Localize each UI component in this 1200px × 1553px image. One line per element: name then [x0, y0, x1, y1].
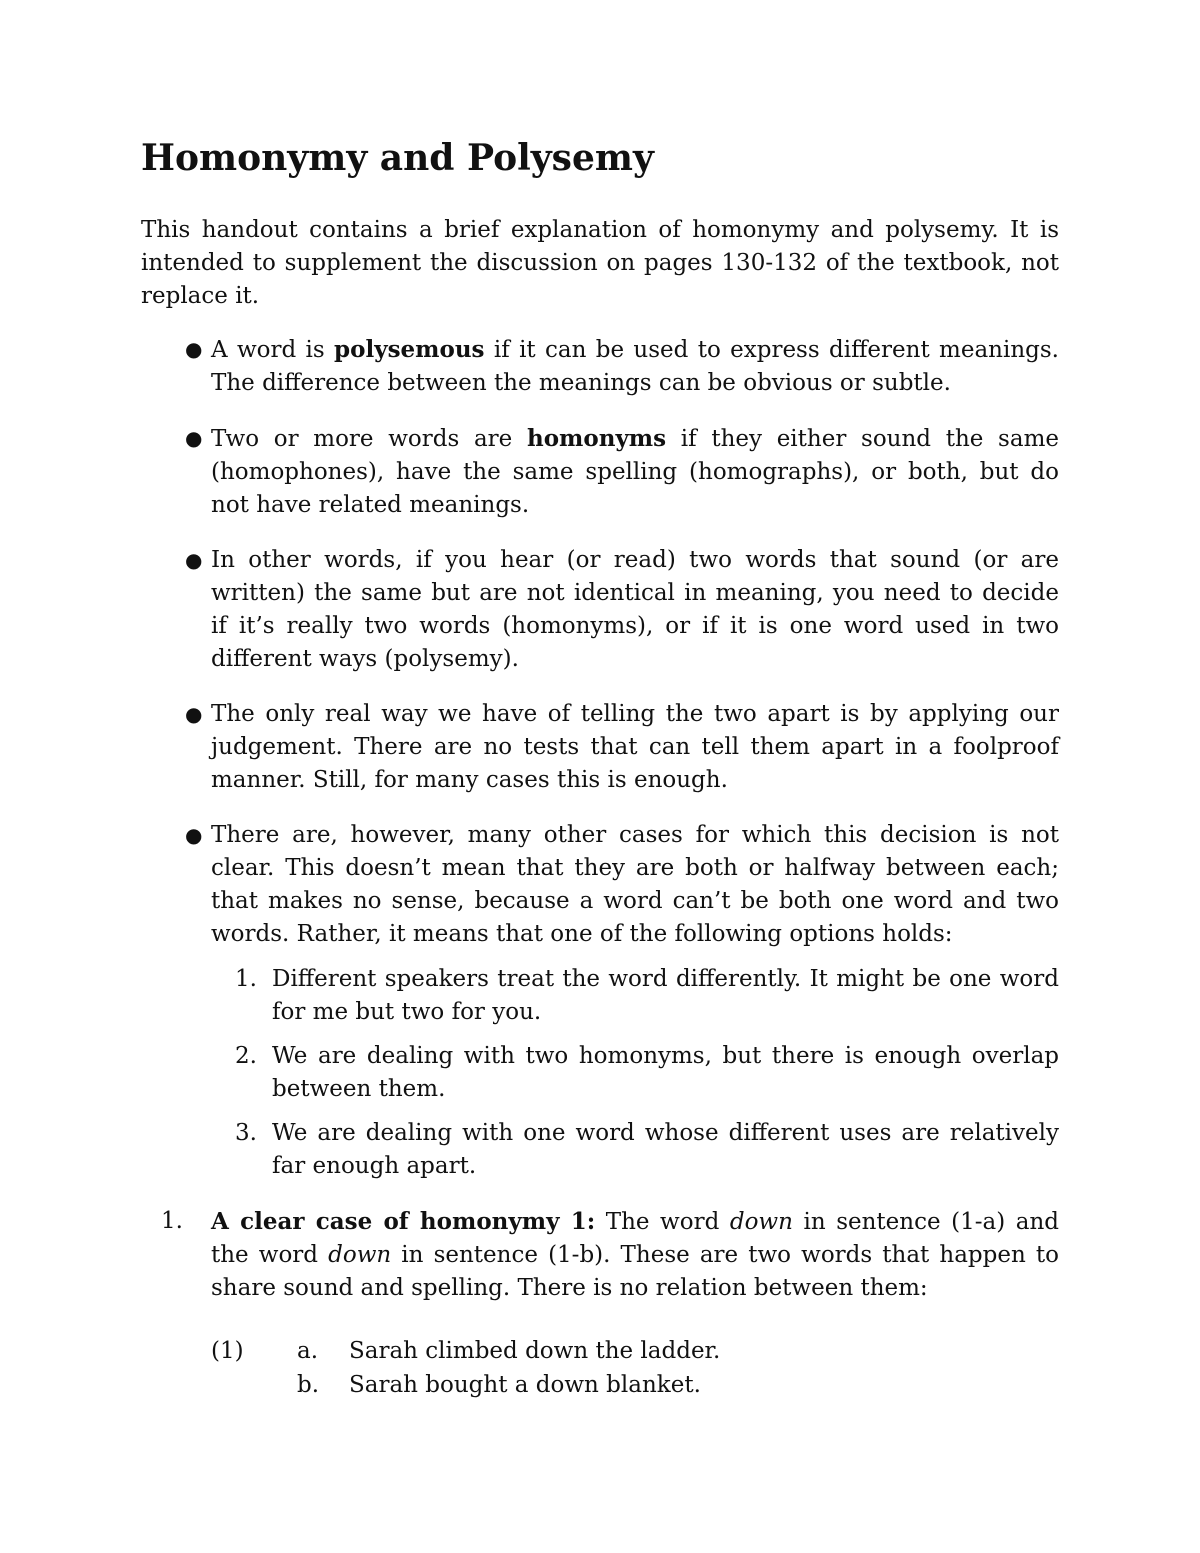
bullet-text: if it can be used to express different meanings. The difference between the meanings can be obvious or subtle.: [211, 337, 1059, 396]
bullet-item-polysemous: [141, 333, 1059, 400]
option-number: 1.: [235, 966, 257, 992]
case-text: in sentence (1-a) and the word: [211, 1209, 1059, 1268]
bullet-item-homonyms: [141, 422, 1059, 522]
bullet-icon: ●: [185, 426, 203, 450]
option-text: Different speakers treat the word differently. It might be one word for me but two for you.: [272, 966, 1059, 1025]
case-item-homonymy-1: [141, 1205, 1059, 1403]
option-number: 2.: [235, 1043, 257, 1069]
case-text: in sentence (1-b). These are two words that happen to share sound and spelling. There is no relation between them:: [211, 1242, 1059, 1301]
case-word: down: [729, 1209, 793, 1235]
term-polysemous: polysemous: [334, 336, 485, 363]
page-title: Homonymy and Polysemy: [141, 137, 654, 179]
bullet-text: if they either sound the same (homophones), have the same spelling (homographs), or both, but do not have related meanings.: [211, 426, 1059, 518]
example-letter: a.: [297, 1338, 319, 1364]
bullet-list: [141, 333, 1059, 1183]
example-label: (1): [211, 1338, 244, 1364]
option-text: We are dealing with one word whose different uses are relatively far enough apart.: [272, 1120, 1059, 1179]
document-page: [141, 128, 1059, 1403]
bullet-text: A word is: [211, 337, 335, 363]
bullet-text: There are, however, many other cases for which this decision is not clear. This doesn’t mean that they are both or halfway between each; that makes no sense, because a word can’t be both one word and two words. Rather, it means that one of the following options holds:: [211, 822, 1059, 947]
cases-list: [141, 1205, 1059, 1403]
case-text: The word: [595, 1209, 730, 1235]
option-item: [211, 1040, 1059, 1106]
option-item: [211, 1117, 1059, 1183]
example-block: [211, 1335, 1059, 1403]
bullet-icon: ●: [185, 337, 203, 361]
options-list: [211, 963, 1059, 1183]
bullet-item-unclear-cases: [141, 819, 1059, 1183]
example-sentence: Sarah climbed down the ladder.: [349, 1338, 721, 1364]
case-number: 1.: [161, 1208, 183, 1234]
option-number: 3.: [235, 1120, 257, 1146]
example-sentence: Sarah bought a down blanket.: [349, 1372, 701, 1398]
bullet-text: In other words, if you hear (or read) two words that sound (or are written) the same but are not identical in meaning, you need to decide if it’s really two words (homonyms), or if it is one word used in two different ways (polysemy).: [211, 547, 1059, 672]
bullet-text: Two or more words are: [211, 426, 527, 452]
option-item: [211, 963, 1059, 1029]
example-letter: b.: [297, 1372, 320, 1398]
example-row-b: [211, 1369, 1059, 1403]
term-homonyms: homonyms: [526, 425, 667, 452]
option-text: We are dealing with two homonyms, but there is enough overlap between them.: [272, 1043, 1059, 1102]
bullet-icon: ●: [185, 702, 203, 726]
bullet-icon: ●: [185, 548, 203, 572]
bullet-text: The only real way we have of telling the two apart is by applying our judgement. There are no tests that can tell them apart in a foolproof manner. Still, for many cases this is enough.: [211, 701, 1059, 793]
case-heading: A clear case of homonymy 1:: [211, 1208, 596, 1235]
example-row-a: [211, 1335, 1059, 1369]
bullet-item-judgement: [141, 698, 1059, 797]
intro-paragraph: This handout contains a brief explanation of homonymy and polysemy. It is intended to supplement the discussion on pages 130-132 of the textbook, not replace it.: [141, 217, 1059, 309]
bullet-item-other-words: [141, 544, 1059, 676]
bullet-icon: ●: [185, 823, 203, 847]
case-word: down: [328, 1242, 392, 1268]
